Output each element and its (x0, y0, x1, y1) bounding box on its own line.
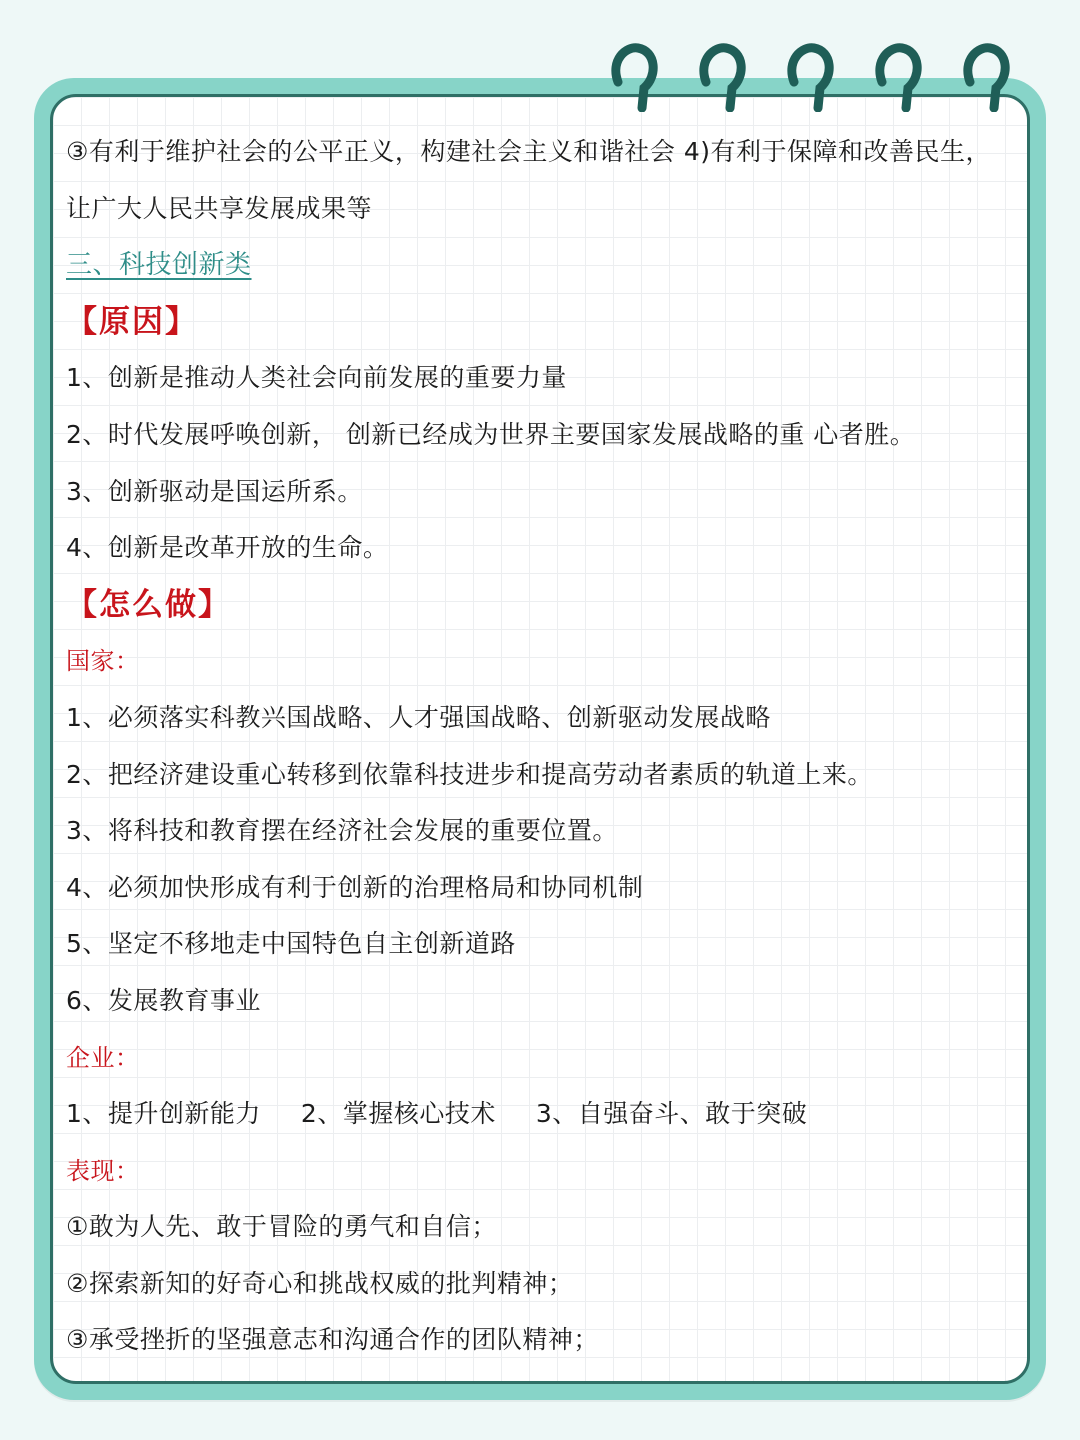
notes-content (66, 124, 1036, 1369)
country-item: 6、发展教育事业 (66, 985, 261, 1015)
binder-ring-icon (692, 42, 752, 112)
country-item: 2、把经济建设重心转移到依靠科技进步和提高劳动者素质的轨道上来。 (66, 759, 873, 789)
reasons-heading: 【原因】 (66, 303, 198, 340)
binder-ring-icon (604, 42, 664, 112)
enterprise-item: 1、提升创新能力 (66, 1099, 261, 1129)
country-item: 4、必须加快形成有利于创新的治理格局和协同机制 (66, 872, 644, 902)
performance-item: ①敢为人先、敢于冒险的勇气和自信； (66, 1212, 497, 1242)
binder-ring-icon (780, 42, 840, 112)
country-item: 5、坚定不移地走中国特色自主创新道路 (66, 929, 516, 959)
section-title: 三、科技创新类 (66, 250, 252, 281)
intro-line-2: 让广大人民共享发展成果等 (66, 193, 373, 223)
binder-ring-icon (956, 42, 1016, 112)
actions-heading: 【怎么做】 (66, 586, 231, 623)
reason-item: 2、时代发展呼唤创新， 创新已经成为世界主要国家发展战略的重 心者胜。 (66, 419, 916, 449)
enterprise-items-row (66, 1086, 1036, 1143)
binder-ring-icon (868, 42, 928, 112)
reason-item: 1、创新是推动人类社会向前发展的重要力量 (66, 363, 567, 393)
country-item: 3、将科技和教育摆在经济社会发展的重要位置。 (66, 816, 618, 846)
performance-item: ②探索新知的好奇心和挑战权威的批判精神； (66, 1268, 574, 1298)
performance-item: ③承受挫折的坚强意志和沟通合作的团队精神； (66, 1325, 599, 1355)
enterprise-item: 2、掌握核心技术 (300, 1099, 496, 1129)
country-item: 1、必须落实科教兴国战略、人才强国战略、创新驱动发展战略 (66, 702, 771, 732)
intro-line-1: ③有利于维护社会的公平正义，构建社会主义和谐社会 4)有利于保障和改善民生， (66, 137, 992, 166)
reason-item: 4、创新是改革开放的生命。 (66, 533, 389, 563)
reason-item: 3、创新驱动是国运所系。 (66, 476, 363, 506)
enterprise-label: 企业： (66, 1043, 140, 1072)
enterprise-item: 3、自强奋斗、敢于突破 (535, 1099, 808, 1129)
country-label: 国家： (66, 647, 140, 676)
performance-label: 表现： (66, 1156, 140, 1185)
